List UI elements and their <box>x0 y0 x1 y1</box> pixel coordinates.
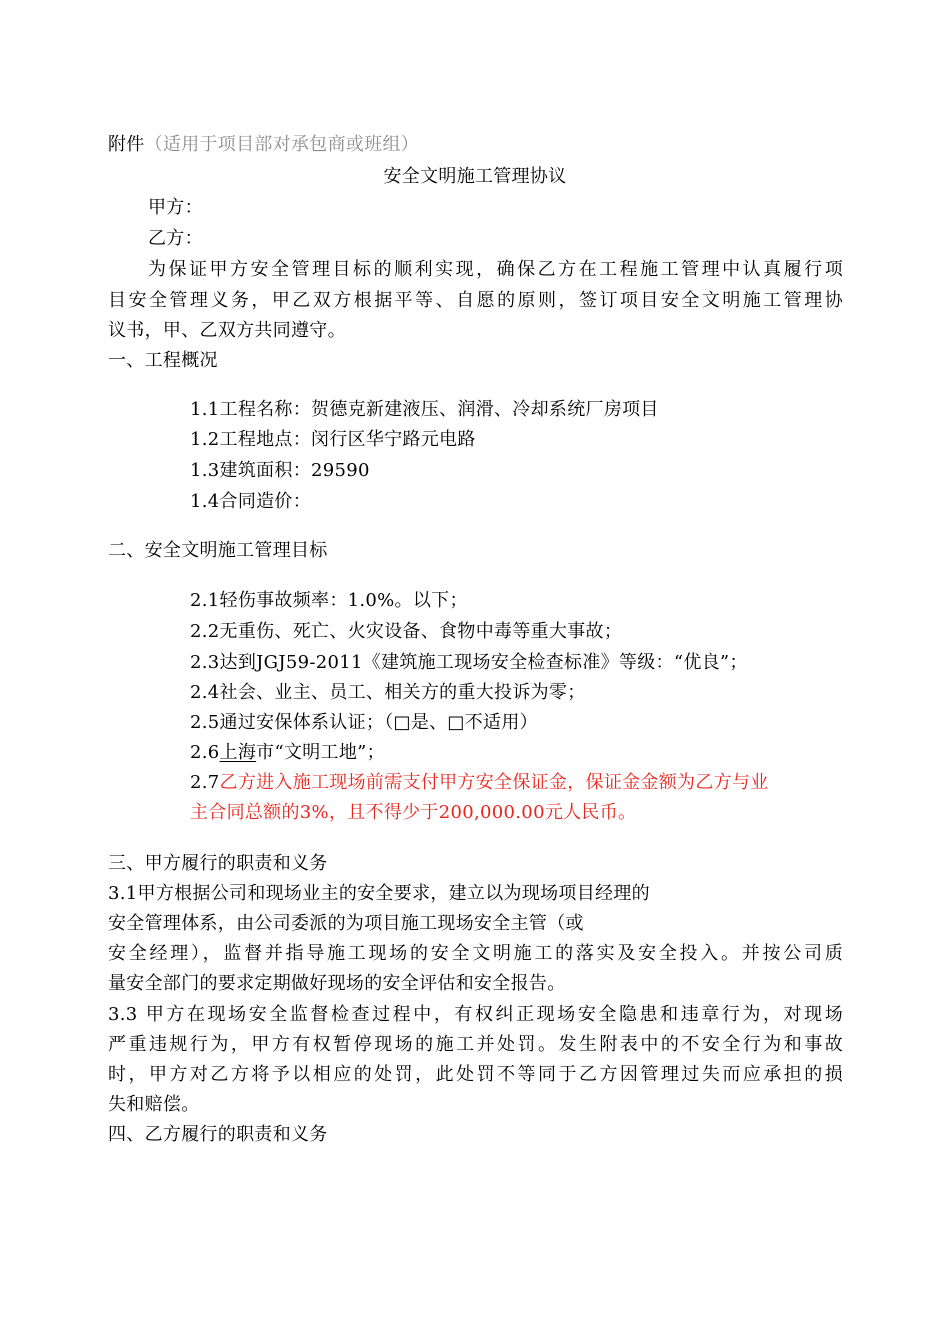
section-3-line-6: 严重违规行为，甲方有权暂停现场的施工并处罚。发生附表中的不安全行为和事故 <box>108 1034 843 1055</box>
section-1-item-3: 1.3建筑面积：29590 <box>190 460 370 481</box>
intro-line-1: 为保证甲方安全管理目标的顺利实现，确保乙方在工程施工管理中认真履行项 <box>148 259 843 280</box>
section-2-item-1: 2.1轻伤事故频率：1.0%。以下； <box>190 590 468 611</box>
section-3-line-3: 安全经理），监督并指导施工现场的安全文明施工的落实及安全投入。并按公司质 <box>108 943 843 964</box>
section-1-item-4: 1.4合同造价： <box>190 491 312 512</box>
attachment-header <box>108 134 843 156</box>
intro-line-2: 目安全管理义务，甲乙双方根据平等、自愿的原则，签订项目安全文明施工管理协 <box>108 290 843 311</box>
section-3-line-4: 量安全部门的要求定期做好现场的安全评估和安全报告。 <box>108 973 566 994</box>
section-3-line-8: 失和赔偿。 <box>108 1094 200 1115</box>
section-1-item-1: 1.1工程名称：贺德克新建液压、润滑、冷却系统厂房项目 <box>190 399 659 420</box>
party-a-label: 甲方： <box>148 197 203 218</box>
section-3-heading: 三、甲方履行的职责和义务 <box>108 853 328 874</box>
attachment-label: 附件 <box>108 134 145 155</box>
item-6-city: 上海 <box>219 742 257 763</box>
section-3-line-2: 安全管理体系，由公司委派的为项目施工现场安全主管（或 <box>108 913 584 934</box>
section-3-line-5: 3.3 甲方在现场安全监督检查过程中，有权纠正现场安全隐患和违章行为，对现场 <box>108 1004 843 1025</box>
section-3-line-7: 时，甲方对乙方将予以相应的处罚，此处罚不等同于乙方因管理过失而应承担的损 <box>108 1064 843 1085</box>
item-7-number: 2.7 <box>190 772 220 793</box>
section-1-heading: 一、工程概况 <box>108 350 218 371</box>
intro-line-3: 议书，甲、乙双方共同遵守。 <box>108 320 346 341</box>
section-4-heading: 四、乙方履行的职责和义务 <box>108 1124 328 1145</box>
item-7-deposit-text: 乙方进入施工现场前需支付甲方安全保证金，保证金金额为乙方与业 <box>219 772 769 793</box>
section-1-item-2: 1.2工程地点：闵行区华宁路元电路 <box>190 429 476 450</box>
item-6-number: 2.6 <box>190 742 220 763</box>
section-2-item-7 <box>190 772 843 794</box>
section-2-item-3: 2.3达到JGJ59-2011《建筑施工现场安全检查标准》等级：“优良”； <box>190 652 748 673</box>
section-2-item-5: 2.5通过安保体系认证；（□是、□不适用） <box>190 712 538 733</box>
section-2-item-7-continued: 主合同总额的3%，且不得少于200,000.00元人民币。 <box>190 802 637 823</box>
section-2-item-6 <box>190 742 843 764</box>
party-b-label: 乙方： <box>148 228 203 249</box>
section-2-heading: 二、安全文明施工管理目标 <box>108 540 328 561</box>
section-3-line-1: 3.1甲方根据公司和现场业主的安全要求，建立以为现场项目经理的 <box>108 883 650 904</box>
document-title: 安全文明施工管理协议 <box>383 166 567 187</box>
item-6-suffix: 市“文明工地”； <box>256 742 385 763</box>
attachment-note: （适用于项目部对承包商或班组） <box>144 134 420 155</box>
section-2-item-2: 2.2无重伤、死亡、火灾设备、食物中毒等重大事故； <box>190 621 623 642</box>
section-2-item-4: 2.4社会、业主、员工、相关方的重大投诉为零； <box>190 682 586 703</box>
